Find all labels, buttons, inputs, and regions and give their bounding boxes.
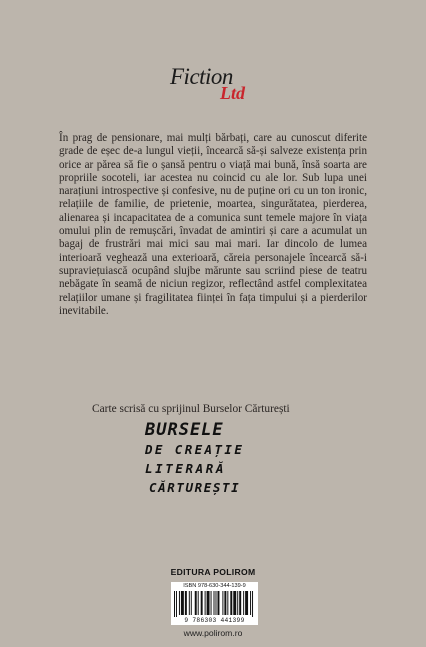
grant-logo-line-1: BURSELE — [145, 420, 224, 440]
barcode-bar — [185, 591, 187, 615]
ean-digits: 9 786303 441399 — [184, 617, 245, 624]
barcode-bar — [179, 591, 180, 615]
barcode-bars — [174, 591, 255, 617]
grant-logo-line-4: CĂRTUREȘTI — [149, 480, 241, 495]
publisher-website: www.polirom.ro — [183, 628, 243, 638]
barcode-bar — [243, 591, 244, 615]
isbn-barcode — [171, 582, 258, 625]
barcode-bar — [191, 591, 192, 615]
barcode-bar — [201, 591, 203, 615]
barcode-bar — [239, 591, 241, 615]
barcode-bar — [252, 591, 253, 617]
barcode-bar — [222, 591, 223, 615]
barcode-bar — [176, 591, 177, 617]
barcode-bar — [230, 591, 232, 615]
grant-note: Carte scrisă cu sprijinul Burselor Cărturești — [92, 403, 290, 415]
barcode-bar — [207, 591, 210, 615]
barcode-bar — [181, 591, 184, 615]
grant-logo-line-3: LITERARĂ — [145, 461, 227, 476]
barcode-bar — [198, 591, 199, 615]
barcode-bar — [233, 591, 236, 615]
fiction-ltd-logo — [170, 64, 266, 108]
book-blurb: În prag de pensionare, mai mulți bărbați, care au cunoscut diferite grade de eșec de-a lungul vieții, încearcă să-și salveze existența prin orice ar părea să fie o șansă pentru o viață mai bună, însă soarta are propriile socoteli, iar acestea nu coincid cu ale lor. Sub lupa unei narațiuni introspective și confesive, nu de puține ori cu un ton ironic, relațiile de familie, de prietenie, moartea, singurătatea, pierderea, alienarea și incapacitatea de a comunica sunt temele majore în viața omului plin de remușcări, învadat de amintiri și care a acumulat un bagaj de frustrări mai mici sau mai mari. Iar dincolo de lumea interioară veghează una exterioară, căreia personajele încearcă să-i supraviețuiască ocupând slujbe mărunte sau scriind piese de teatru nebăgate în seamă de niciun regizor, reflectând astfel complexitatea relațiilor umane și fragilitatea ființei în fața timpului și a pierderilor inevitabile. — [59, 132, 367, 317]
barcode-bar — [250, 591, 251, 615]
logo-ltd-text: Ltd — [220, 83, 245, 103]
barcode-bar — [227, 591, 228, 615]
grant-logo-line-2: DE CREAȚIE — [145, 442, 245, 457]
barcode-bar — [189, 591, 190, 615]
barcode-bar — [245, 591, 248, 615]
barcode-bar — [215, 591, 216, 615]
barcode-bar — [237, 591, 238, 615]
barcode-bar — [214, 591, 215, 615]
barcode-bar — [174, 591, 175, 617]
barcode-bar — [211, 591, 212, 615]
barcode-bar — [195, 591, 197, 615]
barcode-bar — [205, 591, 206, 615]
logo-fiction-text: Fiction — [170, 64, 233, 89]
grant-logo — [145, 421, 285, 497]
publisher-name: EDITURA POLIROM — [170, 567, 256, 577]
barcode-bar — [217, 591, 219, 615]
barcode-bar — [224, 591, 226, 615]
isbn-text: ISBN 978-630-344-139-9 — [183, 583, 246, 589]
